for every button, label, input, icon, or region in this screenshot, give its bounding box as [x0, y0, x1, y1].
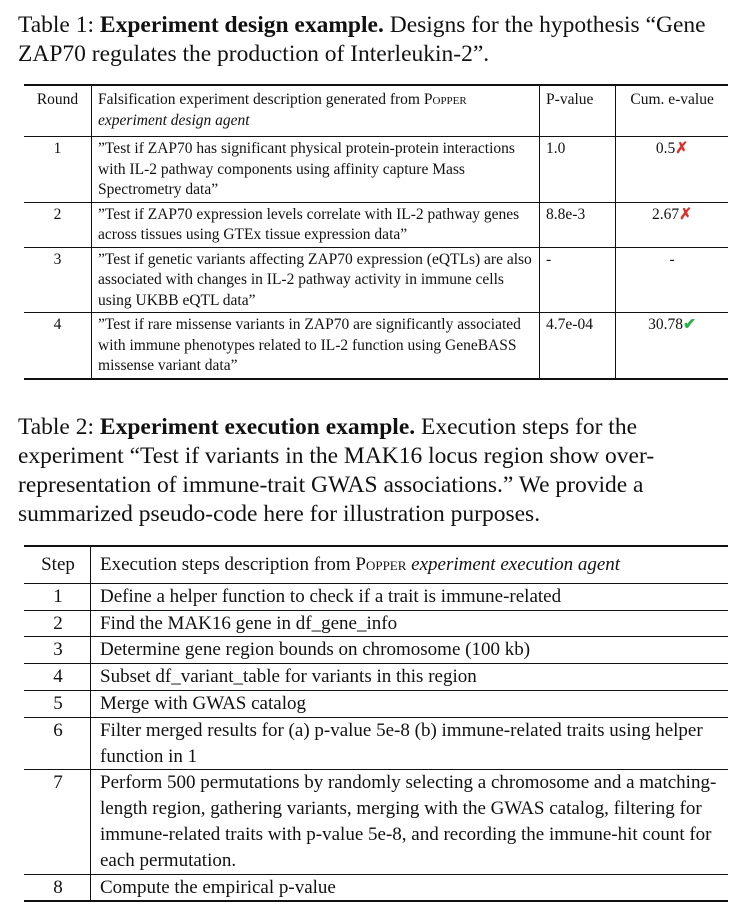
table1-cell-description: ”Test if rare missense variants in ZAP70 are significantly associated with immune phenotypes related to IL-2 function using GeneBASS missense variant data” [92, 313, 540, 379]
table2-cell-description: Merge with GWAS catalog [91, 690, 729, 717]
table2-header-exec-prefix: Execution steps description from [100, 554, 351, 575]
table2-header-agent-name: Popper [355, 554, 407, 575]
check-mark-icon: ✔ [683, 316, 697, 333]
table1-caption [18, 11, 730, 69]
table2-caption-text: Execution steps for the experiment “Test if variants in the MAK16 locus region show over-representation of immune-trait GWAS associations.” We provide a summarized pseudo-code here for illustration purposes. [18, 414, 655, 527]
table1-cell-evalue [616, 313, 728, 379]
table2-caption-title: Experiment execution example. [99, 414, 416, 440]
table2-cell-step: 3 [53, 639, 63, 661]
table1-evalue-number: - [669, 250, 675, 268]
table1-caption-text: Designs for the hypothesis “Gene ZAP70 regulates the production of Interleukin-2”. [18, 12, 706, 67]
table1-row [24, 313, 728, 379]
experiment-execution-table [24, 545, 728, 902]
table1-cell-pvalue: 8.8e-3 [540, 202, 616, 247]
table2-caption [18, 413, 730, 529]
table2-cell-description: Compute the empirical p-value [91, 874, 729, 901]
table1-header-round: Round [36, 91, 79, 108]
table1-row [24, 202, 728, 247]
table2-row [24, 637, 728, 664]
table1-cell-description: ”Test if ZAP70 expression levels correlate with IL-2 pathway genes across tissues using GTEx tissue expression data” [92, 202, 540, 247]
table1-header-agent-suffix: experiment design agent [98, 111, 250, 129]
table2-cell-description: Subset df_variant_table for variants in this region [91, 664, 729, 691]
table2-cell-step: 4 [53, 666, 63, 688]
table1-evalue-number: 30.78 [648, 316, 684, 333]
table1-evalue-number: 2.67 [652, 205, 680, 223]
table1-cell-round: 1 [53, 140, 62, 157]
table1-cell-round: 2 [53, 205, 62, 223]
table1-row [24, 137, 728, 203]
table2-row [24, 770, 728, 874]
table2-cell-description: Determine gene region bounds on chromosome (100 kb) [91, 637, 729, 664]
cross-mark-icon: ✗ [675, 140, 689, 157]
table2-row [24, 874, 728, 901]
table1-header-pvalue: P-value [540, 85, 616, 137]
table1-caption-label: Table 1: [18, 12, 95, 38]
table2-cell-step: 8 [53, 876, 63, 898]
table1-cell-evalue [616, 137, 728, 203]
table2-header-description [91, 546, 729, 583]
table2-cell-description: Find the MAK16 gene in df_gene_info [91, 610, 729, 637]
table2-row [24, 583, 728, 610]
table2-header-agent-suffix: experiment execution agent [411, 554, 621, 575]
table1-cell-evalue [616, 247, 728, 313]
table1-cell-round: 3 [53, 250, 62, 268]
table2-cell-step: 7 [53, 772, 63, 794]
table2-cell-description: Define a helper function to check if a trait is immune-related [91, 583, 729, 610]
table1-cell-evalue [616, 202, 728, 247]
table2-cell-step: 1 [53, 585, 63, 607]
table1-header-agent-name: Popper [423, 91, 467, 108]
table2-row [24, 717, 728, 770]
table1-cell-pvalue: - [540, 247, 616, 313]
table2-cell-description: Filter merged results for (a) p-value 5e-8 (b) immune-related traits using helper function in 1 [91, 717, 729, 770]
table2-row [24, 664, 728, 691]
table1-cell-pvalue: 4.7e-04 [540, 313, 616, 379]
table2-cell-step: 2 [53, 612, 63, 634]
table1-evalue-number: 0.5 [655, 140, 676, 157]
table2-header-step: Step [41, 554, 75, 575]
table2-row [24, 610, 728, 637]
table2-caption-label: Table 2: [18, 414, 95, 440]
table1-caption-title: Experiment design example. [99, 12, 384, 38]
table2-cell-step: 5 [53, 692, 63, 714]
table2-cell-step: 6 [53, 719, 63, 741]
table1-header-desc-prefix: Falsification experiment description generated from [98, 91, 420, 108]
table2-header-row [24, 546, 728, 583]
table1-header-evalue: Cum. e-value [616, 85, 728, 137]
cross-mark-icon: ✗ [679, 205, 693, 223]
table2-row [24, 690, 728, 717]
table1-cell-description: ”Test if genetic variants affecting ZAP70 expression (eQTLs) are also associated with changes in IL-2 pathway activity in immune cells using UKBB eQTL data” [92, 247, 540, 313]
experiment-design-table [24, 84, 728, 380]
table1-cell-round: 4 [53, 316, 62, 333]
table1-cell-pvalue: 1.0 [540, 137, 616, 203]
table1-header-description [92, 85, 540, 137]
table1-header-row [24, 85, 728, 137]
table1-cell-description: ”Test if ZAP70 has significant physical protein-protein interactions with IL-2 pathway components using affinity capture Mass Spectrometry data” [92, 137, 540, 203]
table2-cell-description: Perform 500 permutations by randomly selecting a chromosome and a matching-length region, gathering variants, merging with the GWAS catalog, filtering for immune-related traits with p-value 5e-8, and recording the immune-hit count for each permutation. [91, 770, 729, 874]
table1-row [24, 247, 728, 313]
